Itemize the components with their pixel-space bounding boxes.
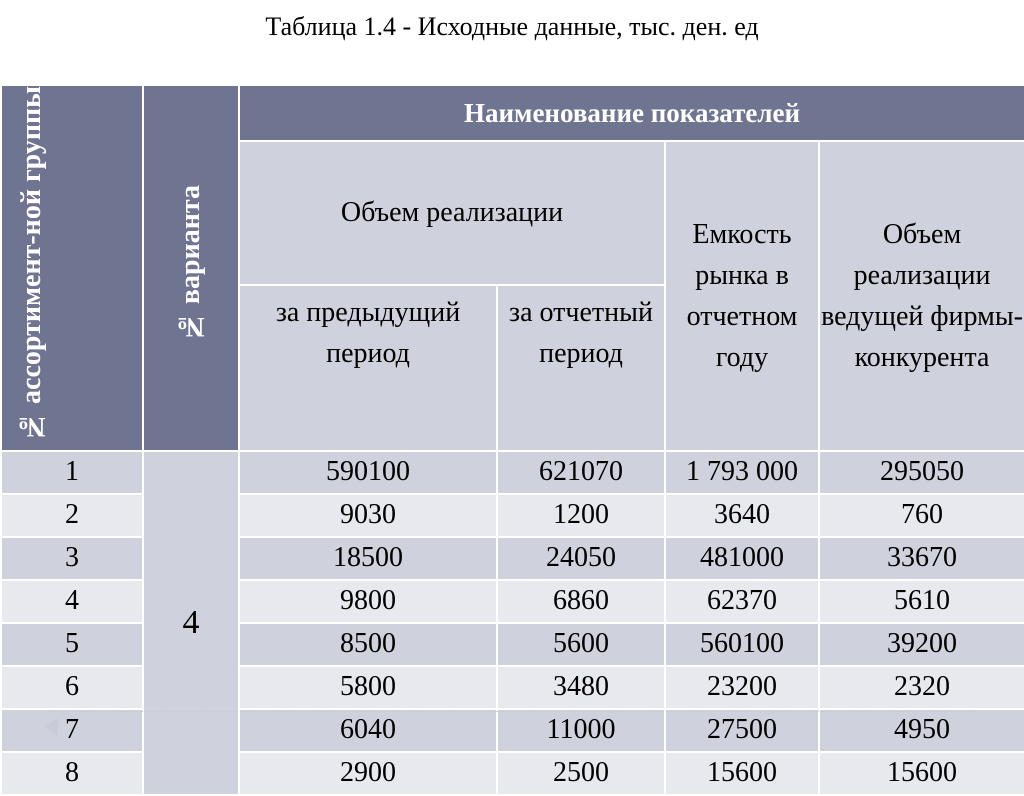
competitor-cell: 4950 (819, 709, 1024, 752)
prev-cell: 18500 (239, 537, 497, 580)
group-number-header: № ассортимент-ной группы (1, 85, 143, 451)
table-row (1, 451, 1024, 494)
competitor-cell: 2320 (819, 666, 1024, 709)
prev-cell: 5800 (239, 666, 497, 709)
group-cell: 5 (1, 623, 143, 666)
report-cell: 3480 (497, 666, 665, 709)
indicators-header: Наименование показателей (239, 85, 1024, 141)
competitor-cell: 15600 (819, 752, 1024, 795)
group-cell: 4 (1, 580, 143, 623)
report-cell: 11000 (497, 709, 665, 752)
capacity-cell: 27500 (665, 709, 819, 752)
market-capacity-header: Емкость рынка в отчетном году (665, 141, 819, 451)
report-cell: 621070 (497, 451, 665, 494)
report-cell: 24050 (497, 537, 665, 580)
source-data-table (0, 84, 1024, 796)
prev-period-header: за предыдущий период (239, 285, 497, 451)
report-cell: 1200 (497, 494, 665, 537)
table-title: Таблица 1.4 - Исходные данные, тыс. ден. ед (265, 12, 759, 41)
capacity-cell: 23200 (665, 666, 819, 709)
competitor-cell: 5610 (819, 580, 1024, 623)
sales-volume-header: Объем реализации (239, 141, 665, 285)
prev-cell: 8500 (239, 623, 497, 666)
prev-cell: 9800 (239, 580, 497, 623)
capacity-cell: 481000 (665, 537, 819, 580)
capacity-cell: 560100 (665, 623, 819, 666)
capacity-cell: 3640 (665, 494, 819, 537)
footer-divider (50, 711, 974, 712)
previous-slide-icon[interactable] (44, 718, 58, 736)
capacity-cell: 15600 (665, 752, 819, 795)
prev-cell: 2900 (239, 752, 497, 795)
competitor-cell: 33670 (819, 537, 1024, 580)
competitor-volume-header: Объем реализации ведущей фирмы-конкурента (819, 141, 1024, 451)
group-cell: 7 (1, 709, 143, 752)
variant-number-header: № варианта (143, 85, 239, 451)
group-cell: 3 (1, 537, 143, 580)
report-cell: 6860 (497, 580, 665, 623)
prev-cell: 9030 (239, 494, 497, 537)
group-cell: 6 (1, 666, 143, 709)
capacity-cell: 1 793 000 (665, 451, 819, 494)
competitor-cell: 39200 (819, 623, 1024, 666)
competitor-cell: 295050 (819, 451, 1024, 494)
prev-cell: 590100 (239, 451, 497, 494)
report-cell: 5600 (497, 623, 665, 666)
competitor-cell: 760 (819, 494, 1024, 537)
variant-cell: 4 (143, 451, 239, 795)
report-period-header: за отчетный период (497, 285, 665, 451)
prev-cell: 6040 (239, 709, 497, 752)
capacity-cell: 62370 (665, 580, 819, 623)
group-cell: 2 (1, 494, 143, 537)
report-cell: 2500 (497, 752, 665, 795)
group-cell: 8 (1, 752, 143, 795)
group-cell: 1 (1, 451, 143, 494)
